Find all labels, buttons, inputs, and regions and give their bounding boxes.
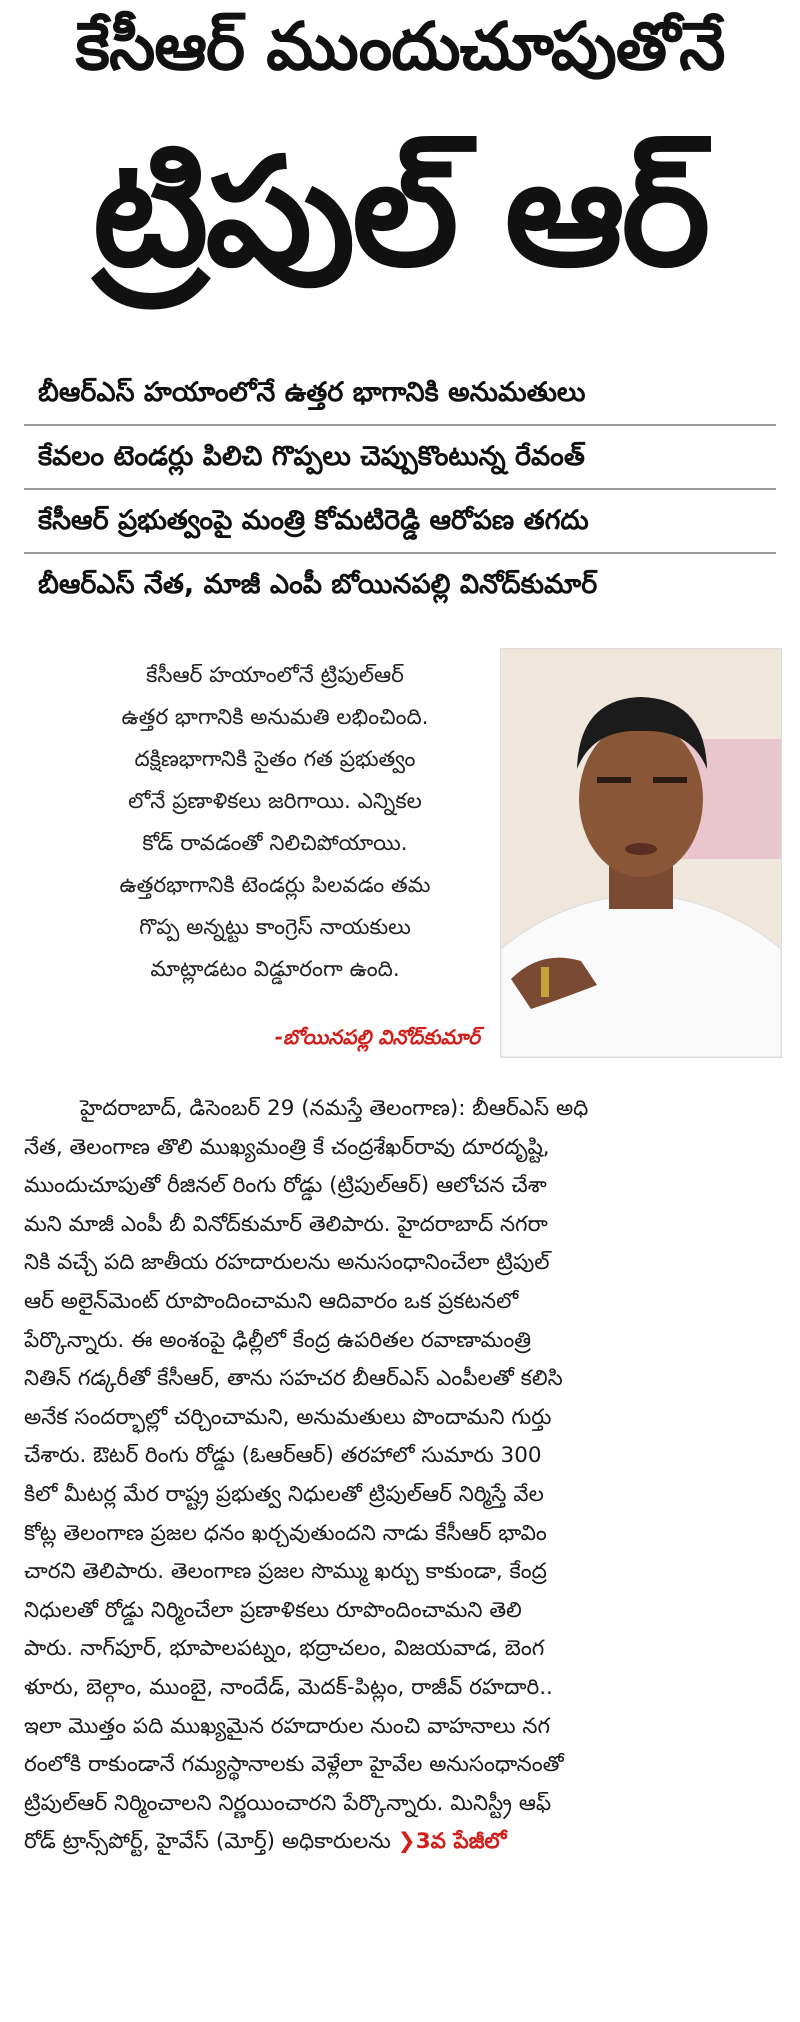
quote-attribution: -బోయినపల్లి వినోద్‌కుమార్: [274, 1025, 480, 1049]
body-line: ఆర్ అలైన్‌మెంట్ రూపొందించామని ఆదివారం ఒక ప్రకటనలో: [24, 1288, 519, 1314]
portrait-photo-icon: [500, 648, 782, 1058]
portrait-illustration: [501, 649, 781, 1057]
body-line: పారు. నాగ్‌పూర్, భూపాలపట్నం, భద్రాచలం, విజయవాడ, బెంగ: [24, 1636, 545, 1662]
deck-line: బీఆర్ఎస్ హయాంలోనే ఉత్తర భాగానికి అనుమతులు: [24, 362, 776, 426]
body-line: చేశారు. ఔటర్ రింగు రోడ్డు (ఓఆర్ఆర్) తరహాలో సుమారు 300: [24, 1443, 542, 1469]
continued-page-link[interactable]: 3వ పేజీలో: [415, 1829, 507, 1855]
deck-line: కేవలం టెండర్లు పిలిచి గొప్పలు చెప్పుకొంటున్న రేవంత్: [24, 426, 776, 490]
body-line: కిలో మీటర్ల మేర రాష్ట్ర ప్రభుత్వ నిధులతో ట్రిపుల్ఆర్ నిర్మిస్తే వేల: [24, 1481, 544, 1507]
quote-line: లోనే ప్రణాళికలు జరిగాయి. ఎన్నికల: [128, 789, 422, 814]
body-line: అనేక సందర్భాల్లో చర్చించామని, అనుమతులు పొందామని గుర్తు: [24, 1404, 552, 1430]
quote-line: కేసీఆర్ హయాంలోనే ట్రిపుల్ఆర్: [146, 663, 404, 688]
body-line: ఇలా మొత్తం పది ముఖ్యమైన రహదారుల నుంచి వాహనాలు నగ: [24, 1713, 551, 1739]
body-line: ళూరు, బెల్గాం, ముంబై, నాందేడ్, మెదక్-పిట్లం, రాజీవ్ రహదారి..: [24, 1674, 553, 1700]
body-line: మని మాజీ ఎంపీ బీ వినోద్‌కుమార్ తెలిపారు. హైదరాబాద్ నగరా: [24, 1211, 548, 1237]
body-line: ముందుచూపుతో రీజినల్ రింగు రోడ్డు (ట్రిపుల్ఆర్) ఆలోచన చేశా: [24, 1173, 547, 1199]
quote-line: మాట్లాడటం విడ్డూరంగా ఉంది.: [150, 957, 400, 982]
body-line: పేర్కొన్నారు. ఈ అంశంపై ఢిల్లీలో కేంద్ర ఉపరితల రవాణామంత్రి: [24, 1327, 532, 1353]
article-body: [24, 1090, 776, 1862]
body-line-text: రోడ్ ట్రాన్స్‌పోర్ట్, హైవేస్ (మోర్త్) అధికారులను: [24, 1829, 391, 1855]
body-line: కోట్ల తెలంగాణ ప్రజల ధనం ఖర్చవుతుందని నాడు కేసీఆర్ భావిం: [24, 1520, 547, 1546]
chevron-right-icon: ❯: [397, 1829, 416, 1855]
quote-line: దక్షిణభాగానికి సైతం గత ప్రభుత్వం: [134, 747, 416, 772]
quote-line: ఉత్తరభాగానికి టెండర్లు పిలవడం తమ: [119, 873, 431, 898]
body-line: రంలోకి రాకుండానే గమ్యస్థానాలకు వెళ్లేలా హైవేల అనుసంధానంతో: [24, 1752, 564, 1778]
quote-line: ఉత్తర భాగానికి అనుమతి లభించింది.: [121, 705, 429, 730]
body-line: హైదరాబాద్, డిసెంబర్ 29 (నమస్తే తెలంగాణ): బీఆర్ఎస్ అధి: [80, 1096, 589, 1121]
body-line: నితిన్ గడ్కరీతో కేసీఆర్, తాను సహచర బీఆర్ఎస్ ఎంపీలతో కలిసి: [24, 1366, 563, 1392]
deck-line: బీఆర్ఎస్ నేత, మాజీ ఎంపీ బోయినపల్లి వినోద్‌కుమార్: [38, 569, 598, 600]
pull-quote: [70, 655, 480, 991]
body-line: నికి వచ్చే పది జాతీయ రహదారులను అనుసంధానించేలా ట్రిపుల్: [24, 1250, 550, 1276]
body-line: నిధులతో రోడ్డు నిర్మించేలా ప్రణాళికలు రూపొందించామని తెలి: [24, 1597, 522, 1623]
article-headline: ట్రిపుల్ ఆర్: [92, 126, 708, 300]
body-line-last: [24, 1823, 776, 1862]
body-line: చారని తెలిపారు. తెలంగాణ ప్రజల సొమ్ము ఖర్చు కాకుండా, కేంద్ర: [24, 1559, 547, 1585]
article-kicker: కేసీఆర్ ముందుచూపుతోనే: [75, 8, 725, 85]
quote-line: కోడ్ రావడంతో నిలిచిపోయాయి.: [142, 831, 408, 856]
deck-list: [24, 362, 776, 616]
deck-line: కేసీఆర్ ప్రభుత్వంపై మంత్రి కోమటిరెడ్డి ఆరోపణ తగదు: [24, 490, 776, 554]
body-line: ట్రిపుల్ఆర్ నిర్మించాలని నిర్ణయించారని పేర్కొన్నారు. మినిస్ట్రీ ఆఫ్: [24, 1790, 552, 1816]
body-line: నేత, తెలంగాణ తొలి ముఖ్యమంత్రి కే చంద్రశేఖర్‌రావు దూరదృష్టి,: [24, 1134, 550, 1160]
quote-line: గొప్ప అన్నట్టు కాంగ్రెస్ నాయకులు: [139, 915, 411, 940]
